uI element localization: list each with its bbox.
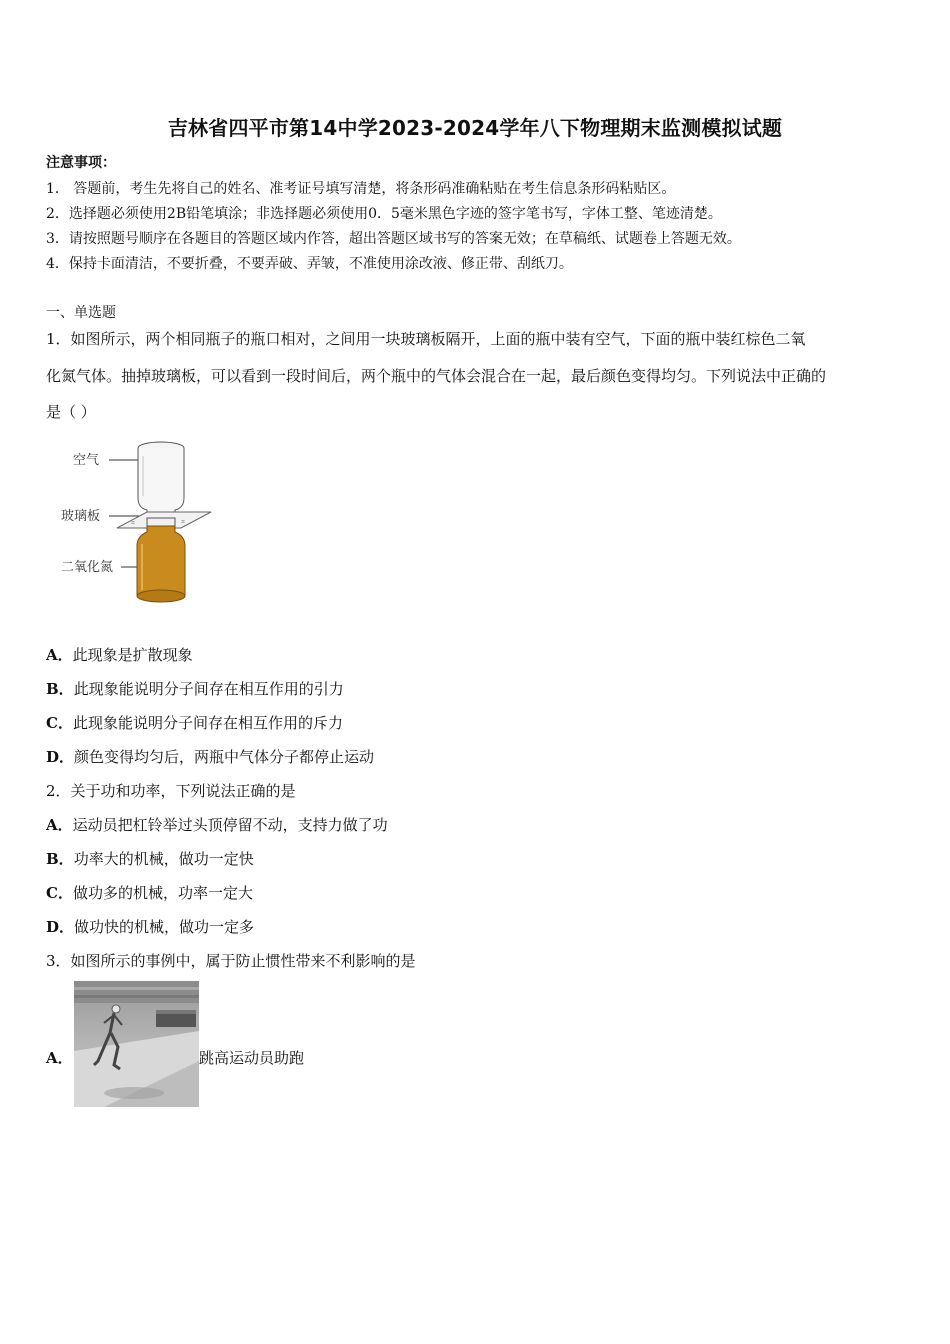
- q1-option-d[interactable]: [46, 746, 374, 767]
- option-letter: D．: [46, 918, 75, 936]
- option-text: 颜色变得均匀后，两瓶中气体分子都停止运动: [74, 748, 375, 766]
- q2-option-d[interactable]: [46, 916, 254, 937]
- air-bottle: [138, 442, 184, 516]
- option-text: 此现象能说明分子间存在相互作用的斥力: [72, 714, 343, 732]
- notice-item: 1． 答题前，考生先将自己的姓名、准考证号填写清楚，将条形码准确粘贴在考生信息条形码粘贴区。: [46, 181, 676, 197]
- option-letter: A．: [46, 1049, 73, 1067]
- q1-option-b[interactable]: [46, 678, 344, 699]
- svg-text:⌗: ⌗: [181, 518, 185, 526]
- q3-option-a-text: 跳高运动员助跑: [199, 1049, 305, 1067]
- q2-option-b[interactable]: [46, 848, 254, 869]
- option-letter: A．: [46, 816, 73, 834]
- notice-item: 4．保持卡面清洁，不要折叠，不要弄破、弄皱，不准使用涂改液、修正带、刮纸刀。: [46, 256, 573, 272]
- q1-option-c[interactable]: [46, 712, 343, 733]
- q1-option-a[interactable]: [46, 644, 193, 665]
- option-letter: B．: [46, 680, 74, 698]
- high-jump-photo: [74, 981, 199, 1107]
- notice-item: 2．选择题必须使用2B铅笔填涂；非选择题必须使用0．5毫米黑色字迹的签字笔书写，字体工整、笔迹清楚。: [46, 206, 722, 222]
- option-letter: A．: [46, 646, 73, 664]
- svg-text:⌗: ⌗: [131, 519, 135, 527]
- option-letter: B．: [46, 850, 74, 868]
- option-text: 此现象能说明分子间存在相互作用的引力: [73, 680, 344, 698]
- label-glass-plate: 玻璃板: [61, 509, 101, 524]
- option-text: 运动员把杠铃举过头顶停留不动，支持力做了功: [72, 816, 388, 834]
- question-3-stem: 3．如图所示的事例中，属于防止惯性带来不利影响的是: [46, 952, 416, 970]
- question-1-stem-line: 1．如图所示，两个相同瓶子的瓶口相对，之间用一块玻璃板隔开，上面的瓶中装有空气，下面的瓶中装红棕色二氧: [46, 330, 806, 348]
- bottles-diffusion-figure: [55, 436, 225, 611]
- notice-heading: 注意事项：: [46, 155, 116, 171]
- option-letter: C．: [46, 884, 73, 902]
- option-text: 做功快的机械，做功一定多: [74, 918, 255, 936]
- option-letter: D．: [46, 748, 75, 766]
- label-no2: 二氧化氮: [61, 560, 114, 575]
- option-text: 做功多的机械，功率一定大: [72, 884, 253, 902]
- section-title: 一、单选题: [46, 305, 116, 321]
- no2-bottle: [137, 518, 185, 602]
- q2-option-c[interactable]: [46, 882, 253, 903]
- notice-item: 3．请按照题号顺序在各题目的答题区域内作答，超出答题区域书写的答案无效；在草稿纸、试题卷上答题无效。: [46, 231, 741, 247]
- page-title: 吉林省四平市第14中学2023-2024学年八下物理期末监测模拟试题: [167, 116, 783, 140]
- q3-option-a[interactable]: [46, 1047, 73, 1068]
- q2-option-a[interactable]: [46, 814, 388, 835]
- label-air: 空气: [73, 453, 100, 468]
- option-text: 功率大的机械，做功一定快: [73, 850, 254, 868]
- question-2-stem: 2．关于功和功率，下列说法正确的是: [46, 782, 296, 800]
- option-letter: C．: [46, 714, 73, 732]
- question-1-stem-line: 化氮气体。抽掉玻璃板，可以看到一段时间后，两个瓶中的气体会混合在一起，最后颜色变得均匀。下列说法中正确的: [46, 367, 827, 385]
- question-1-stem-line: 是（ ）: [46, 403, 96, 421]
- option-text: 此现象是扩散现象: [72, 646, 193, 664]
